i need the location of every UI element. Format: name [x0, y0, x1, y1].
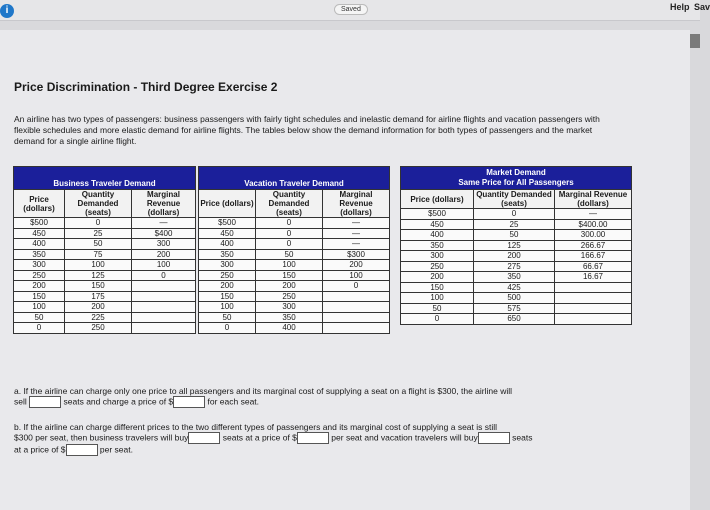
question-a-text: for each seat.	[207, 396, 260, 407]
question-b-text: seats	[512, 432, 533, 443]
table-row	[401, 314, 632, 325]
table-cell: 0	[256, 239, 323, 250]
table-cell: —	[323, 218, 390, 229]
table-cell	[132, 302, 196, 313]
table-cell: 200	[14, 281, 65, 292]
table-cell: 300.00	[555, 230, 632, 241]
table-row	[199, 323, 390, 334]
table-cell: 200	[474, 251, 555, 262]
table-cell: 50	[14, 312, 65, 323]
table-cell: 125	[474, 240, 555, 251]
table-cell: 300	[401, 251, 474, 262]
table-cell: 75	[65, 249, 132, 260]
vacation-demand-table	[198, 166, 390, 334]
table-row	[401, 272, 632, 283]
table-row	[199, 260, 390, 271]
table-row	[14, 239, 196, 250]
table-cell: 25	[474, 219, 555, 230]
table-cell: 0	[14, 323, 65, 334]
table-cell: 350	[14, 249, 65, 260]
table-row	[14, 281, 196, 292]
table-cell: $400	[132, 228, 196, 239]
table-cell: 400	[14, 239, 65, 250]
table-cell: 166.67	[555, 251, 632, 262]
info-icon[interactable]: i	[0, 4, 14, 18]
qa-seats-input[interactable]	[29, 396, 61, 408]
table-cell: 100	[14, 302, 65, 313]
table-row	[14, 249, 196, 260]
table-cell: 0	[323, 281, 390, 292]
question-b-text: at a price of $	[14, 444, 66, 455]
table-cell	[132, 323, 196, 334]
table-cell: 0	[65, 218, 132, 229]
table-row	[401, 240, 632, 251]
qb-business-price-input[interactable]	[297, 432, 329, 444]
table-cell: 0	[132, 270, 196, 281]
question-b-text: seats at a price of $	[222, 432, 297, 443]
question-a-text: seats and charge a price of $	[63, 396, 174, 407]
vacation-table-title: Vacation Traveler Demand	[199, 167, 390, 190]
qb-vacation-price-input[interactable]	[66, 444, 98, 456]
table-cell	[555, 293, 632, 304]
table-row	[199, 312, 390, 323]
col-header: Quantity Demanded (seats)	[256, 190, 323, 218]
table-cell: 300	[256, 302, 323, 313]
table-cell: 0	[256, 228, 323, 239]
table-cell: 400	[256, 323, 323, 334]
table-cell: 225	[65, 312, 132, 323]
table-row	[14, 218, 196, 229]
table-row	[401, 230, 632, 241]
table-cell: 250	[14, 270, 65, 281]
table-cell	[132, 312, 196, 323]
market-title: Market Demand	[486, 168, 546, 177]
table-row	[401, 209, 632, 220]
table-cell: 0	[474, 209, 555, 220]
col-header: Marginal Revenue (dollars)	[323, 190, 390, 218]
question-a	[14, 386, 664, 408]
table-cell: 50	[256, 249, 323, 260]
col-header: Price (dollars)	[401, 190, 474, 209]
side-tab[interactable]	[690, 34, 700, 48]
table-row	[14, 323, 196, 334]
table-cell: 175	[65, 291, 132, 302]
table-cell	[323, 312, 390, 323]
table-cell: 300	[199, 260, 256, 271]
table-cell: 100	[256, 260, 323, 271]
intro-text: An airline has two types of passengers: business passengers with fairly tight schedules and inelastic demand for airline flights and vacation passengers with flexible schedules and more elastic demand for airline flights. The tables below show the demand information for both types of passengers and the market demand for a single airline flight.	[14, 114, 600, 146]
table-cell: 200	[199, 281, 256, 292]
table-cell: 100	[132, 260, 196, 271]
table-cell: —	[323, 239, 390, 250]
question-a-text: sell	[14, 396, 27, 407]
business-table-title: Business Traveler Demand	[14, 167, 196, 190]
table-cell: —	[555, 209, 632, 220]
top-bar	[0, 0, 710, 21]
table-row	[199, 302, 390, 313]
table-cell: 150	[199, 291, 256, 302]
table-cell: 25	[65, 228, 132, 239]
market-table-title	[401, 167, 632, 190]
table-cell: $500	[199, 218, 256, 229]
table-cell: $300	[323, 249, 390, 260]
question-b-text: per seat and vacation travelers will buy	[331, 432, 478, 443]
table-row	[199, 239, 390, 250]
question-b-text: $300 per seat, then business travelers will buy	[14, 432, 189, 443]
market-subtitle: Same Price for All Passengers	[458, 178, 574, 187]
col-header: Quantity Demanded (seats)	[474, 190, 555, 209]
table-cell: 200	[132, 249, 196, 260]
table-cell: 150	[401, 282, 474, 293]
table-cell: —	[132, 218, 196, 229]
table-cell	[555, 314, 632, 325]
table-cell: 350	[256, 312, 323, 323]
table-cell: 450	[14, 228, 65, 239]
table-cell: 125	[65, 270, 132, 281]
table-cell	[132, 291, 196, 302]
table-row	[199, 228, 390, 239]
table-cell: 100	[323, 270, 390, 281]
table-cell: 450	[401, 219, 474, 230]
table-row	[14, 302, 196, 313]
table-row	[14, 260, 196, 271]
table-row	[199, 281, 390, 292]
table-cell	[323, 323, 390, 334]
table-cell: 66.67	[555, 261, 632, 272]
table-cell	[555, 282, 632, 293]
table-cell: 16.67	[555, 272, 632, 283]
table-cell: 250	[256, 291, 323, 302]
table-row	[14, 228, 196, 239]
table-cell: 200	[65, 302, 132, 313]
table-cell: 300	[14, 260, 65, 271]
table-cell: 200	[323, 260, 390, 271]
table-cell: 350	[401, 240, 474, 251]
table-cell: 400	[401, 230, 474, 241]
table-cell	[555, 303, 632, 314]
qb-vacation-seats-input[interactable]	[478, 432, 510, 444]
qa-price-input[interactable]	[173, 396, 205, 408]
table-cell: 0	[256, 218, 323, 229]
table-cell: 650	[474, 314, 555, 325]
table-row	[401, 251, 632, 262]
table-cell: 250	[199, 270, 256, 281]
table-row	[14, 312, 196, 323]
table-cell: $500	[14, 218, 65, 229]
table-cell: 250	[65, 323, 132, 334]
table-cell: 450	[199, 228, 256, 239]
table-cell: 300	[132, 239, 196, 250]
table-cell: 100	[199, 302, 256, 313]
table-row	[199, 270, 390, 281]
table-cell: 400	[199, 239, 256, 250]
table-cell: 100	[401, 293, 474, 304]
table-row	[199, 249, 390, 260]
save-button[interactable]: Sav	[694, 2, 710, 12]
table-cell: 0	[401, 314, 474, 325]
col-header: Marginal Revenue (dollars)	[555, 190, 632, 209]
table-cell: —	[323, 228, 390, 239]
col-header: Price (dollars)	[199, 190, 256, 218]
page-title: Price Discrimination - Third Degree Exercise 2	[14, 80, 278, 94]
table-row	[401, 261, 632, 272]
table-cell: 425	[474, 282, 555, 293]
market-demand-table	[400, 166, 632, 325]
qb-business-seats-input[interactable]	[188, 432, 220, 444]
table-cell: 266.67	[555, 240, 632, 251]
table-cell: 250	[401, 261, 474, 272]
table-row	[401, 282, 632, 293]
table-cell: 0	[199, 323, 256, 334]
table-row	[401, 293, 632, 304]
table-row	[401, 303, 632, 314]
question-b	[14, 422, 674, 456]
table-cell: 575	[474, 303, 555, 314]
table-cell: 50	[401, 303, 474, 314]
table-cell: 150	[65, 281, 132, 292]
table-cell	[132, 281, 196, 292]
table-cell: $500	[401, 209, 474, 220]
table-cell	[323, 291, 390, 302]
help-link[interactable]: Help	[670, 2, 690, 12]
table-cell: 100	[65, 260, 132, 271]
table-cell: 275	[474, 261, 555, 272]
table-row	[14, 291, 196, 302]
col-header: Price (dollars)	[14, 190, 65, 218]
table-cell: $400.00	[555, 219, 632, 230]
table-cell	[323, 302, 390, 313]
table-row	[199, 218, 390, 229]
table-cell: 350	[474, 272, 555, 283]
saved-status: Saved	[334, 4, 368, 15]
table-cell: 50	[474, 230, 555, 241]
table-cell: 150	[14, 291, 65, 302]
question-b-line1: b. If the airline can charge different prices to the two different types of passengers and its marginal cost of supplying a seat is still	[14, 422, 498, 432]
col-header: Marginal Revenue (dollars)	[132, 190, 196, 218]
col-header: Quantity Demanded (seats)	[65, 190, 132, 218]
table-cell: 150	[256, 270, 323, 281]
table-cell: 200	[256, 281, 323, 292]
table-row	[14, 270, 196, 281]
table-cell: 50	[199, 312, 256, 323]
table-cell: 350	[199, 249, 256, 260]
business-demand-table	[13, 166, 196, 334]
table-cell: 500	[474, 293, 555, 304]
question-a-line1: a. If the airline can charge only one price to all passengers and its marginal cost of supplying a seat on a flight is $300, the airline will	[14, 386, 513, 396]
table-row	[199, 291, 390, 302]
table-row	[401, 219, 632, 230]
table-cell: 200	[401, 272, 474, 283]
table-cell: 50	[65, 239, 132, 250]
question-b-text: per seat.	[99, 444, 133, 455]
